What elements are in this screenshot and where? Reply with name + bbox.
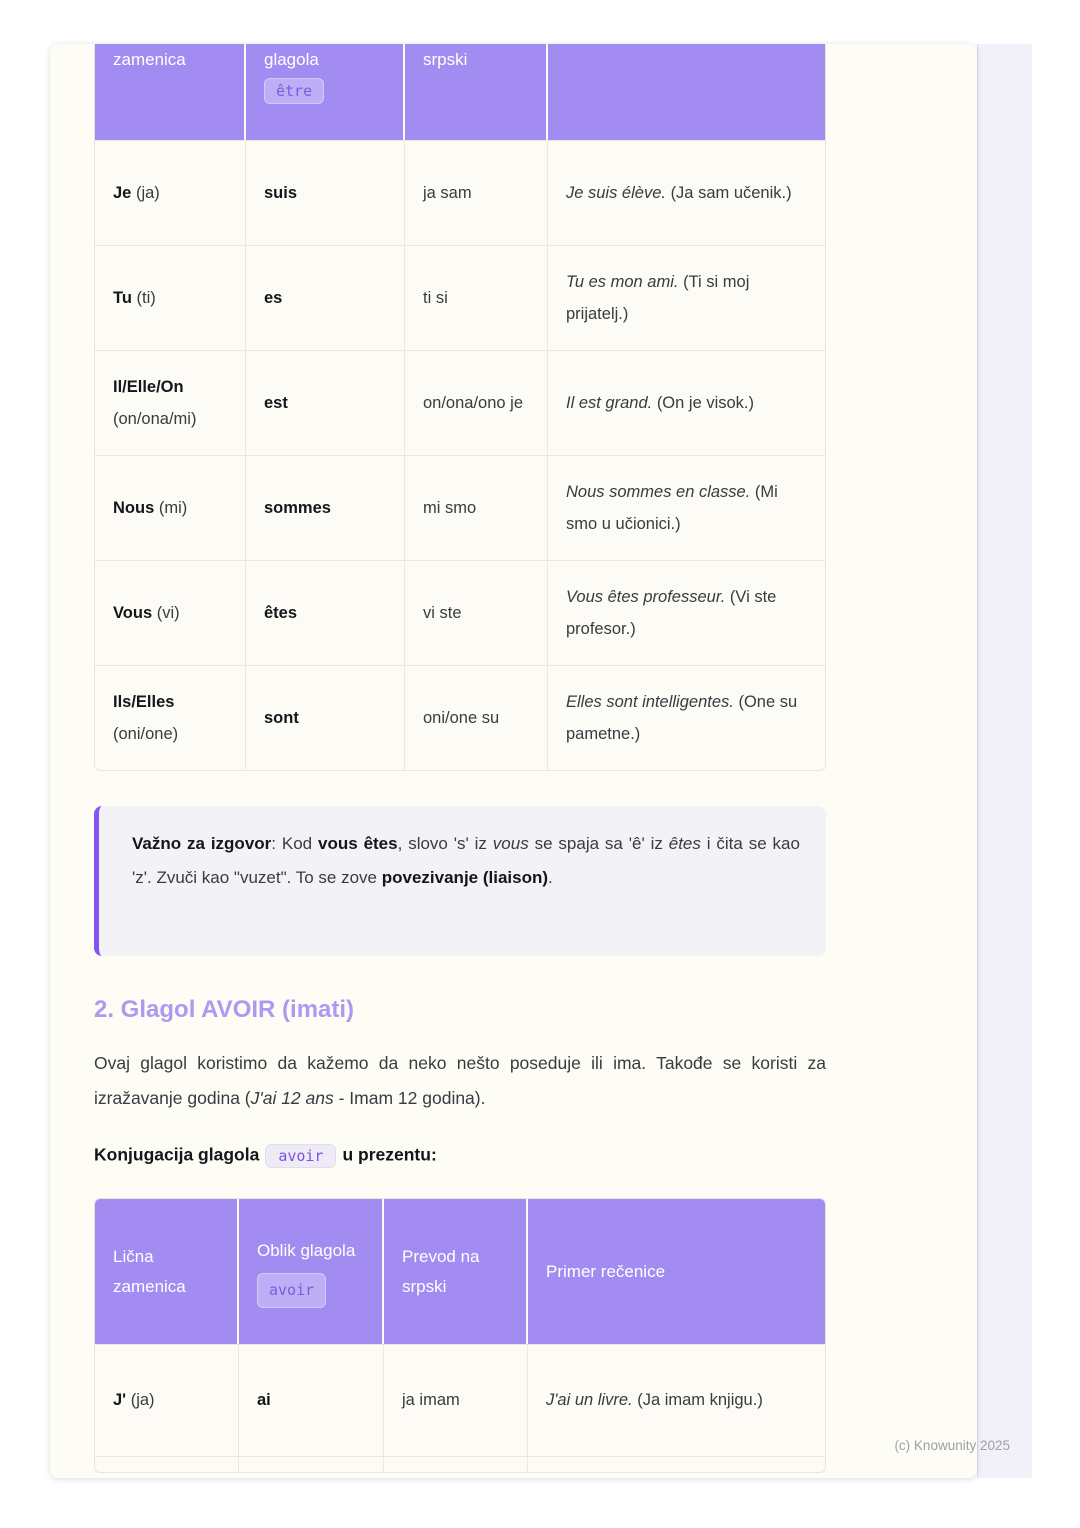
etre-header-serbian — [405, 44, 548, 140]
cell-pronoun — [95, 455, 246, 560]
table-row — [95, 350, 825, 455]
pronoun-note: (on/ona/mi) — [113, 410, 197, 428]
pronoun-note: (ja) — [135, 183, 160, 202]
cell-serbian — [405, 455, 548, 560]
callout-italic-part: êtes — [668, 834, 701, 853]
cell-example — [548, 560, 825, 665]
example-serbian: (Ja imam knjigu.) — [637, 1391, 763, 1410]
table-row — [95, 455, 825, 560]
pronoun: J' — [113, 1391, 127, 1410]
conjugation-label — [94, 1144, 826, 1168]
callout-text-part: . — [548, 868, 553, 887]
cell-pronoun — [95, 560, 246, 665]
etre-header-form — [246, 44, 405, 140]
etre-header-form-label: glagola — [264, 50, 319, 69]
cell-pronoun — [95, 1456, 239, 1472]
etre-code-badge: être — [264, 78, 324, 104]
avoir-header-pronoun-label: Lična zamenica — [113, 1246, 186, 1296]
conjugation-label-text: u prezentu: — [342, 1144, 437, 1165]
cell-form — [246, 350, 405, 455]
cell-serbian — [384, 1456, 528, 1472]
example-serbian: (Ti si moj prijatelj.) — [566, 272, 750, 323]
etre-table-header-row — [95, 44, 825, 140]
serbian-translation: ti si — [423, 288, 448, 307]
cell-serbian — [405, 560, 548, 665]
example-french: Nous sommes en classe. — [566, 482, 751, 501]
verb-form: es — [264, 288, 283, 307]
avoir-header-example — [528, 1199, 825, 1344]
pronoun: Tu — [113, 288, 132, 307]
pronoun: Il/Elle/On — [113, 377, 184, 396]
avoir-header-pronoun — [95, 1199, 239, 1344]
cell-form — [246, 455, 405, 560]
etre-header-pronoun-label: zamenica — [113, 50, 186, 69]
avoir-inline-code-badge: avoir — [265, 1144, 336, 1168]
serbian-translation: oni/one su — [423, 708, 500, 727]
callout-lead: Važno za izgovor — [132, 834, 272, 853]
callout-text-part: , slovo 's' iz — [397, 834, 493, 853]
paragraph-text: Ovaj glagol koristimo da kažemo da neko nešto poseduje ili ima. Takođe se koristi za izražavanje godina ( — [94, 1053, 826, 1108]
pronunciation-callout — [94, 806, 826, 956]
callout-bold-part: povezivanje (liaison) — [381, 868, 549, 887]
callout-text — [132, 827, 800, 895]
example-serbian: (On je visok.) — [656, 393, 754, 412]
cell-form — [246, 245, 405, 350]
pronoun-note: (ti) — [136, 288, 156, 307]
serbian-translation: mi smo — [423, 498, 477, 517]
page-content — [94, 44, 826, 1473]
cell-serbian — [405, 350, 548, 455]
callout-text-part: i čita se kao 'z'. Zvuči kao "vuzet". To se zove — [132, 834, 800, 887]
conjugation-label-text: Konjugacija glagola — [94, 1144, 260, 1165]
verb-form: sommes — [264, 498, 331, 517]
verb-form: est — [264, 393, 288, 412]
example-french: J'ai un livre. — [546, 1391, 633, 1410]
cell-form — [246, 665, 405, 770]
serbian-translation: ja sam — [423, 183, 472, 202]
example-french: Vous êtes professeur. — [566, 587, 726, 606]
example-french: Je suis élève. — [566, 183, 666, 202]
pronoun-note: (oni/one) — [113, 725, 179, 743]
cell-pronoun — [95, 140, 246, 245]
etre-conjugation-table — [94, 44, 826, 771]
table-row — [95, 245, 825, 350]
callout-text-part: se spaja sa 'ê' iz — [528, 834, 669, 853]
cell-serbian — [384, 1344, 528, 1456]
cell-example — [548, 665, 825, 770]
serbian-translation: ja imam — [402, 1391, 460, 1410]
cell-example — [548, 455, 825, 560]
table-row — [95, 560, 825, 665]
example-french: Tu es mon ami. — [566, 272, 679, 291]
avoir-header-serbian-label: Prevod na srpski — [402, 1246, 480, 1296]
example-serbian: (Vi ste profesor.) — [566, 587, 777, 638]
pronoun: Ils/Elles — [113, 692, 175, 711]
cell-form — [246, 140, 405, 245]
serbian-translation: on/ona/ono je — [423, 393, 524, 412]
example-french: Elles sont intelligentes. — [566, 692, 734, 711]
next-page-edge — [977, 44, 1032, 1478]
avoir-header-form — [239, 1199, 384, 1344]
cell-form — [246, 560, 405, 665]
avoir-code-badge: avoir — [257, 1273, 326, 1307]
verb-form: suis — [264, 183, 298, 202]
avoir-header-form-label: Oblik glagola — [257, 1240, 356, 1260]
example-french: Il est grand. — [566, 393, 653, 412]
cell-example — [548, 245, 825, 350]
section-heading-avoir: 2. Glagol AVOIR (imati) — [94, 996, 355, 1023]
callout-bold-part: vous êtes — [318, 834, 398, 853]
paragraph-text: - Imam 12 godina). — [333, 1088, 486, 1108]
cell-example — [528, 1456, 825, 1472]
verb-form: sont — [264, 708, 299, 727]
avoir-conjugation-table — [94, 1198, 826, 1473]
verb-form: êtes — [264, 603, 298, 622]
etre-header-example — [548, 44, 825, 140]
paragraph-italic: J'ai 12 ans — [250, 1088, 334, 1108]
cell-serbian — [405, 665, 548, 770]
callout-italic-part: vous — [492, 834, 529, 853]
pronoun-note: (mi) — [158, 498, 188, 517]
pronoun: Vous — [113, 603, 153, 622]
pronoun-note: (ja) — [130, 1391, 155, 1410]
pronoun-note: (vi) — [156, 603, 180, 622]
cell-form — [239, 1344, 384, 1456]
cell-pronoun — [95, 665, 246, 770]
cell-form — [239, 1456, 384, 1472]
verb-form: ai — [257, 1391, 271, 1410]
cell-example — [548, 350, 825, 455]
cell-serbian — [405, 140, 548, 245]
pronoun: Nous — [113, 498, 155, 517]
cell-pronoun — [95, 350, 246, 455]
avoir-header-serbian — [384, 1199, 528, 1344]
copyright-footer: (c) Knowunity 2025 — [894, 1438, 1010, 1453]
cell-example — [528, 1344, 825, 1456]
section-paragraph — [94, 1046, 826, 1116]
avoir-table-header-row — [95, 1199, 825, 1344]
callout-text-part: : Kod — [271, 834, 319, 853]
avoir-header-example-label: Primer rečenice — [546, 1261, 666, 1281]
etre-header-serbian-label: srpski — [423, 50, 468, 69]
serbian-translation: vi ste — [423, 603, 462, 622]
example-serbian: (One su pametne.) — [566, 692, 798, 743]
example-serbian: (Mi smo u učionici.) — [566, 482, 778, 533]
table-row — [95, 140, 825, 245]
table-row-partial — [95, 1456, 825, 1472]
example-serbian: (Ja sam učenik.) — [670, 183, 792, 202]
pronoun: Je — [113, 183, 132, 202]
cell-pronoun — [95, 1344, 239, 1456]
document-page — [50, 44, 977, 1478]
cell-example — [548, 140, 825, 245]
cell-pronoun — [95, 245, 246, 350]
cell-serbian — [405, 245, 548, 350]
table-row — [95, 1344, 825, 1456]
etre-header-pronoun — [95, 44, 246, 140]
table-row — [95, 665, 825, 770]
